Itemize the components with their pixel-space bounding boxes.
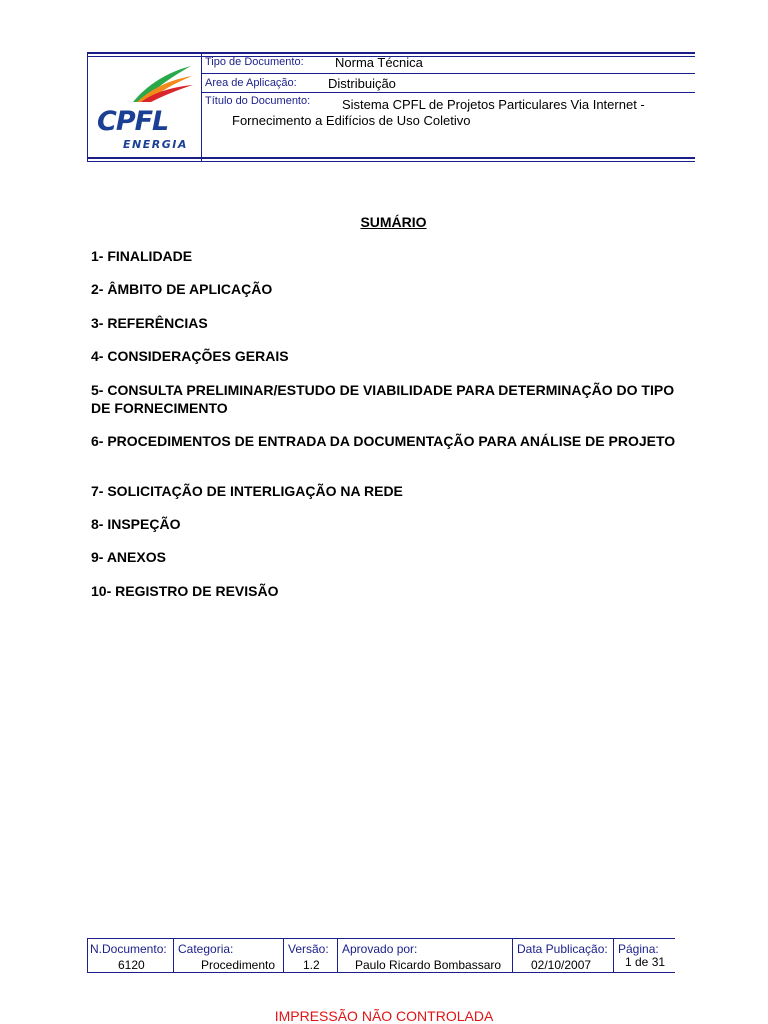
footer-bottom-rule <box>87 972 675 973</box>
footer-separator <box>512 938 513 973</box>
toc-item: 10- REGISTRO DE REVISÃO <box>91 583 279 599</box>
summary-title: SUMÁRIO <box>360 214 427 230</box>
title-line-1: Sistema CPFL de Projetos Particulares Via Internet - <box>342 97 645 112</box>
approved-by-value: Paulo Ricardo Bombassaro <box>355 958 502 972</box>
toc-item: 3- REFERÊNCIAS <box>91 315 208 331</box>
publication-date-value: 02/10/2007 <box>531 958 592 972</box>
toc-item: 9- ANEXOS <box>91 549 166 565</box>
toc-item: 5- CONSULTA PRELIMINAR/ESTUDO DE VIABILIDADE PARA DETERMINAÇÃO DO TIPO DE FORNECIMENTO <box>91 382 675 416</box>
footer-separator <box>87 938 88 973</box>
approved-by-label: Aprovado por: <box>342 942 418 956</box>
uncontrolled-print-notice: IMPRESSÃO NÃO CONTROLADA <box>274 1008 494 1024</box>
logo-subtitle: ENERGIA <box>123 138 188 151</box>
toc-item: 2- ÂMBITO DE APLICAÇÃO <box>91 281 273 297</box>
toc-item: 1- FINALIDADE <box>91 248 193 264</box>
header-divider <box>201 52 202 162</box>
header-left-rule <box>87 52 88 162</box>
doc-type-value: Norma Técnica <box>335 55 423 70</box>
logo-wordmark: CPFL <box>97 106 169 137</box>
footer-separator <box>613 938 614 973</box>
footer-separator <box>337 938 338 973</box>
doc-number-label: N.Documento: <box>90 942 167 956</box>
footer-separator <box>173 938 174 973</box>
page-label: Página: <box>618 942 659 956</box>
area-label: Area de Aplicação: <box>205 77 297 89</box>
doc-type-label: Tipo de Documento: <box>205 56 304 68</box>
header-bottom-rule <box>87 157 695 162</box>
footer-top-rule <box>87 938 675 939</box>
toc-item: 8- INSPEÇÃO <box>91 516 181 532</box>
title-label: Título do Documento: <box>205 95 311 107</box>
toc-item: 7- SOLICITAÇÃO DE INTERLIGAÇÃO NA REDE <box>91 483 403 499</box>
category-value: Procedimento <box>201 958 276 972</box>
logo-swoosh-icon <box>93 62 195 106</box>
document-footer <box>87 938 675 973</box>
doc-number-value: 6120 <box>118 958 145 972</box>
footer-separator <box>283 938 284 973</box>
cpfl-logo <box>93 62 195 154</box>
version-label: Versão: <box>288 942 329 956</box>
version-value: 1.2 <box>303 958 320 972</box>
page-value: 1 de 31 <box>625 955 666 969</box>
header-row-line <box>202 73 695 74</box>
document-header <box>87 52 695 162</box>
toc-item: 4- CONSIDERAÇÕES GERAIS <box>91 348 289 364</box>
category-label: Categoria: <box>178 942 234 956</box>
area-value: Distribuição <box>328 76 396 91</box>
header-row-line <box>202 92 695 93</box>
toc-item: 6- PROCEDIMENTOS DE ENTRADA DA DOCUMENTAÇÃO PARA ANÁLISE DE PROJETO <box>91 433 676 449</box>
publication-date-label: Data Publicação: <box>517 942 608 956</box>
title-line-2: Fornecimento a Edifícios de Uso Coletivo <box>232 113 471 128</box>
